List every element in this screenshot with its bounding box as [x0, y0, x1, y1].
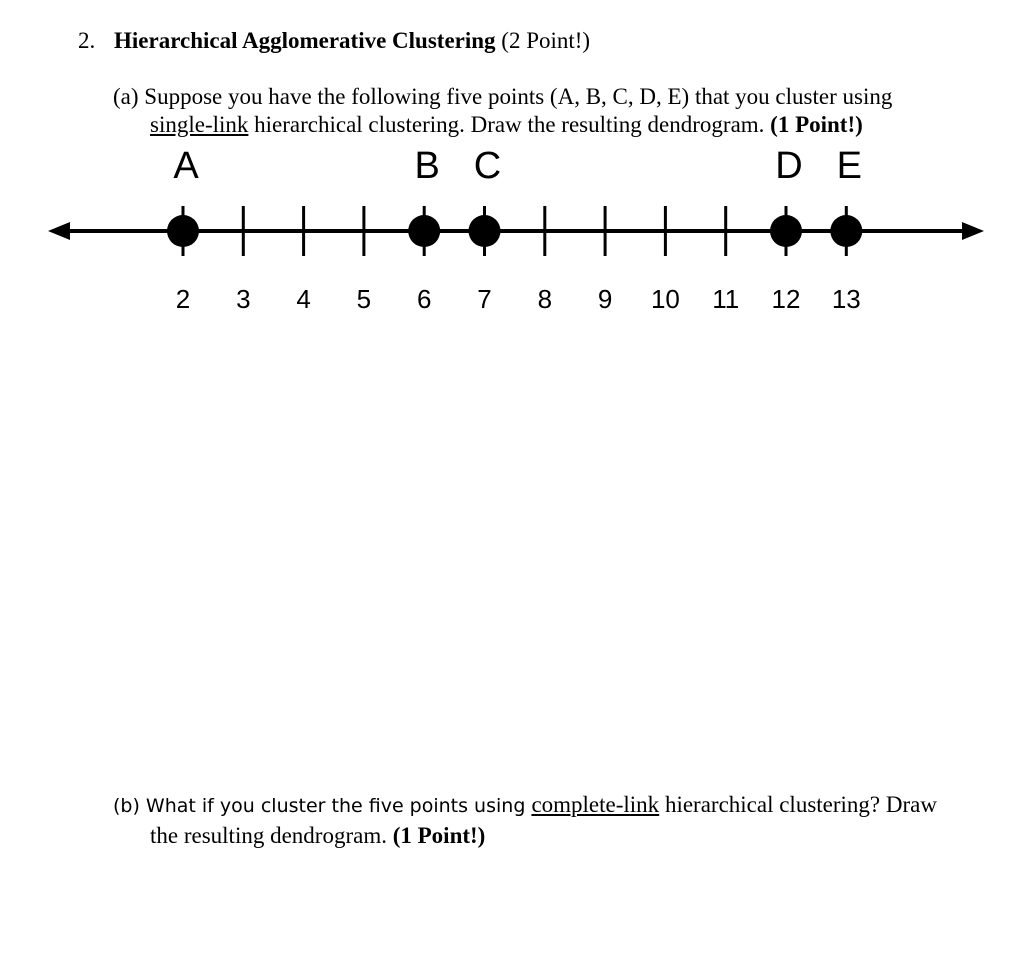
part-a-text-1: Suppose you have the following five points (A, B, C, D, E) that you cluster using [144, 84, 893, 109]
data-point [167, 215, 199, 247]
point-label: E [836, 145, 862, 187]
data-point [770, 215, 802, 247]
part-a-method: single-link [150, 112, 249, 137]
tick-label: 2 [175, 284, 191, 314]
question-header [78, 26, 590, 56]
part-b-points: (1 Point!) [392, 823, 486, 848]
tick-label: 9 [597, 284, 613, 314]
question-number: 2. [78, 28, 96, 53]
tick-label: 8 [537, 284, 553, 314]
tick-label: 13 [831, 284, 861, 314]
part-b-text-3: the resulting dendrogram. [150, 823, 393, 848]
tick-label: 7 [477, 284, 492, 314]
data-point [830, 215, 862, 247]
tick-label: 3 [236, 284, 251, 314]
part-b-method: complete-link [531, 792, 660, 817]
part-b-text-1: What if you cluster the five points using [139, 795, 532, 817]
tick-label: 6 [416, 284, 432, 314]
tick-label: 5 [356, 284, 372, 314]
axis-right-arrow [962, 222, 984, 240]
part-b-text-2: hierarchical clustering? Draw [659, 792, 937, 817]
point-label: B [414, 145, 440, 187]
part-b [113, 790, 1013, 851]
axis-left-arrow [48, 222, 70, 240]
part-a [113, 83, 993, 139]
tick-label: 12 [771, 284, 801, 314]
point-label: A [173, 145, 199, 187]
data-point [469, 215, 501, 247]
point-label: D [775, 145, 803, 187]
tick-label: 4 [296, 284, 311, 314]
question-points: (2 Point!) [501, 28, 591, 53]
part-b-label: (b) [113, 795, 140, 817]
point-label: C [473, 145, 502, 187]
tick-label: 10 [650, 284, 680, 314]
data-point [408, 215, 440, 247]
tick-label: 11 [712, 284, 740, 314]
part-a-text-2: hierarchical clustering. Draw the resulting dendrogram. [248, 112, 771, 137]
question-title: Hierarchical Agglomerative Clustering [114, 28, 496, 53]
part-a-points: (1 Point!) [770, 112, 863, 137]
number-line-chart [0, 140, 1024, 320]
part-a-label: (a) [113, 84, 139, 109]
